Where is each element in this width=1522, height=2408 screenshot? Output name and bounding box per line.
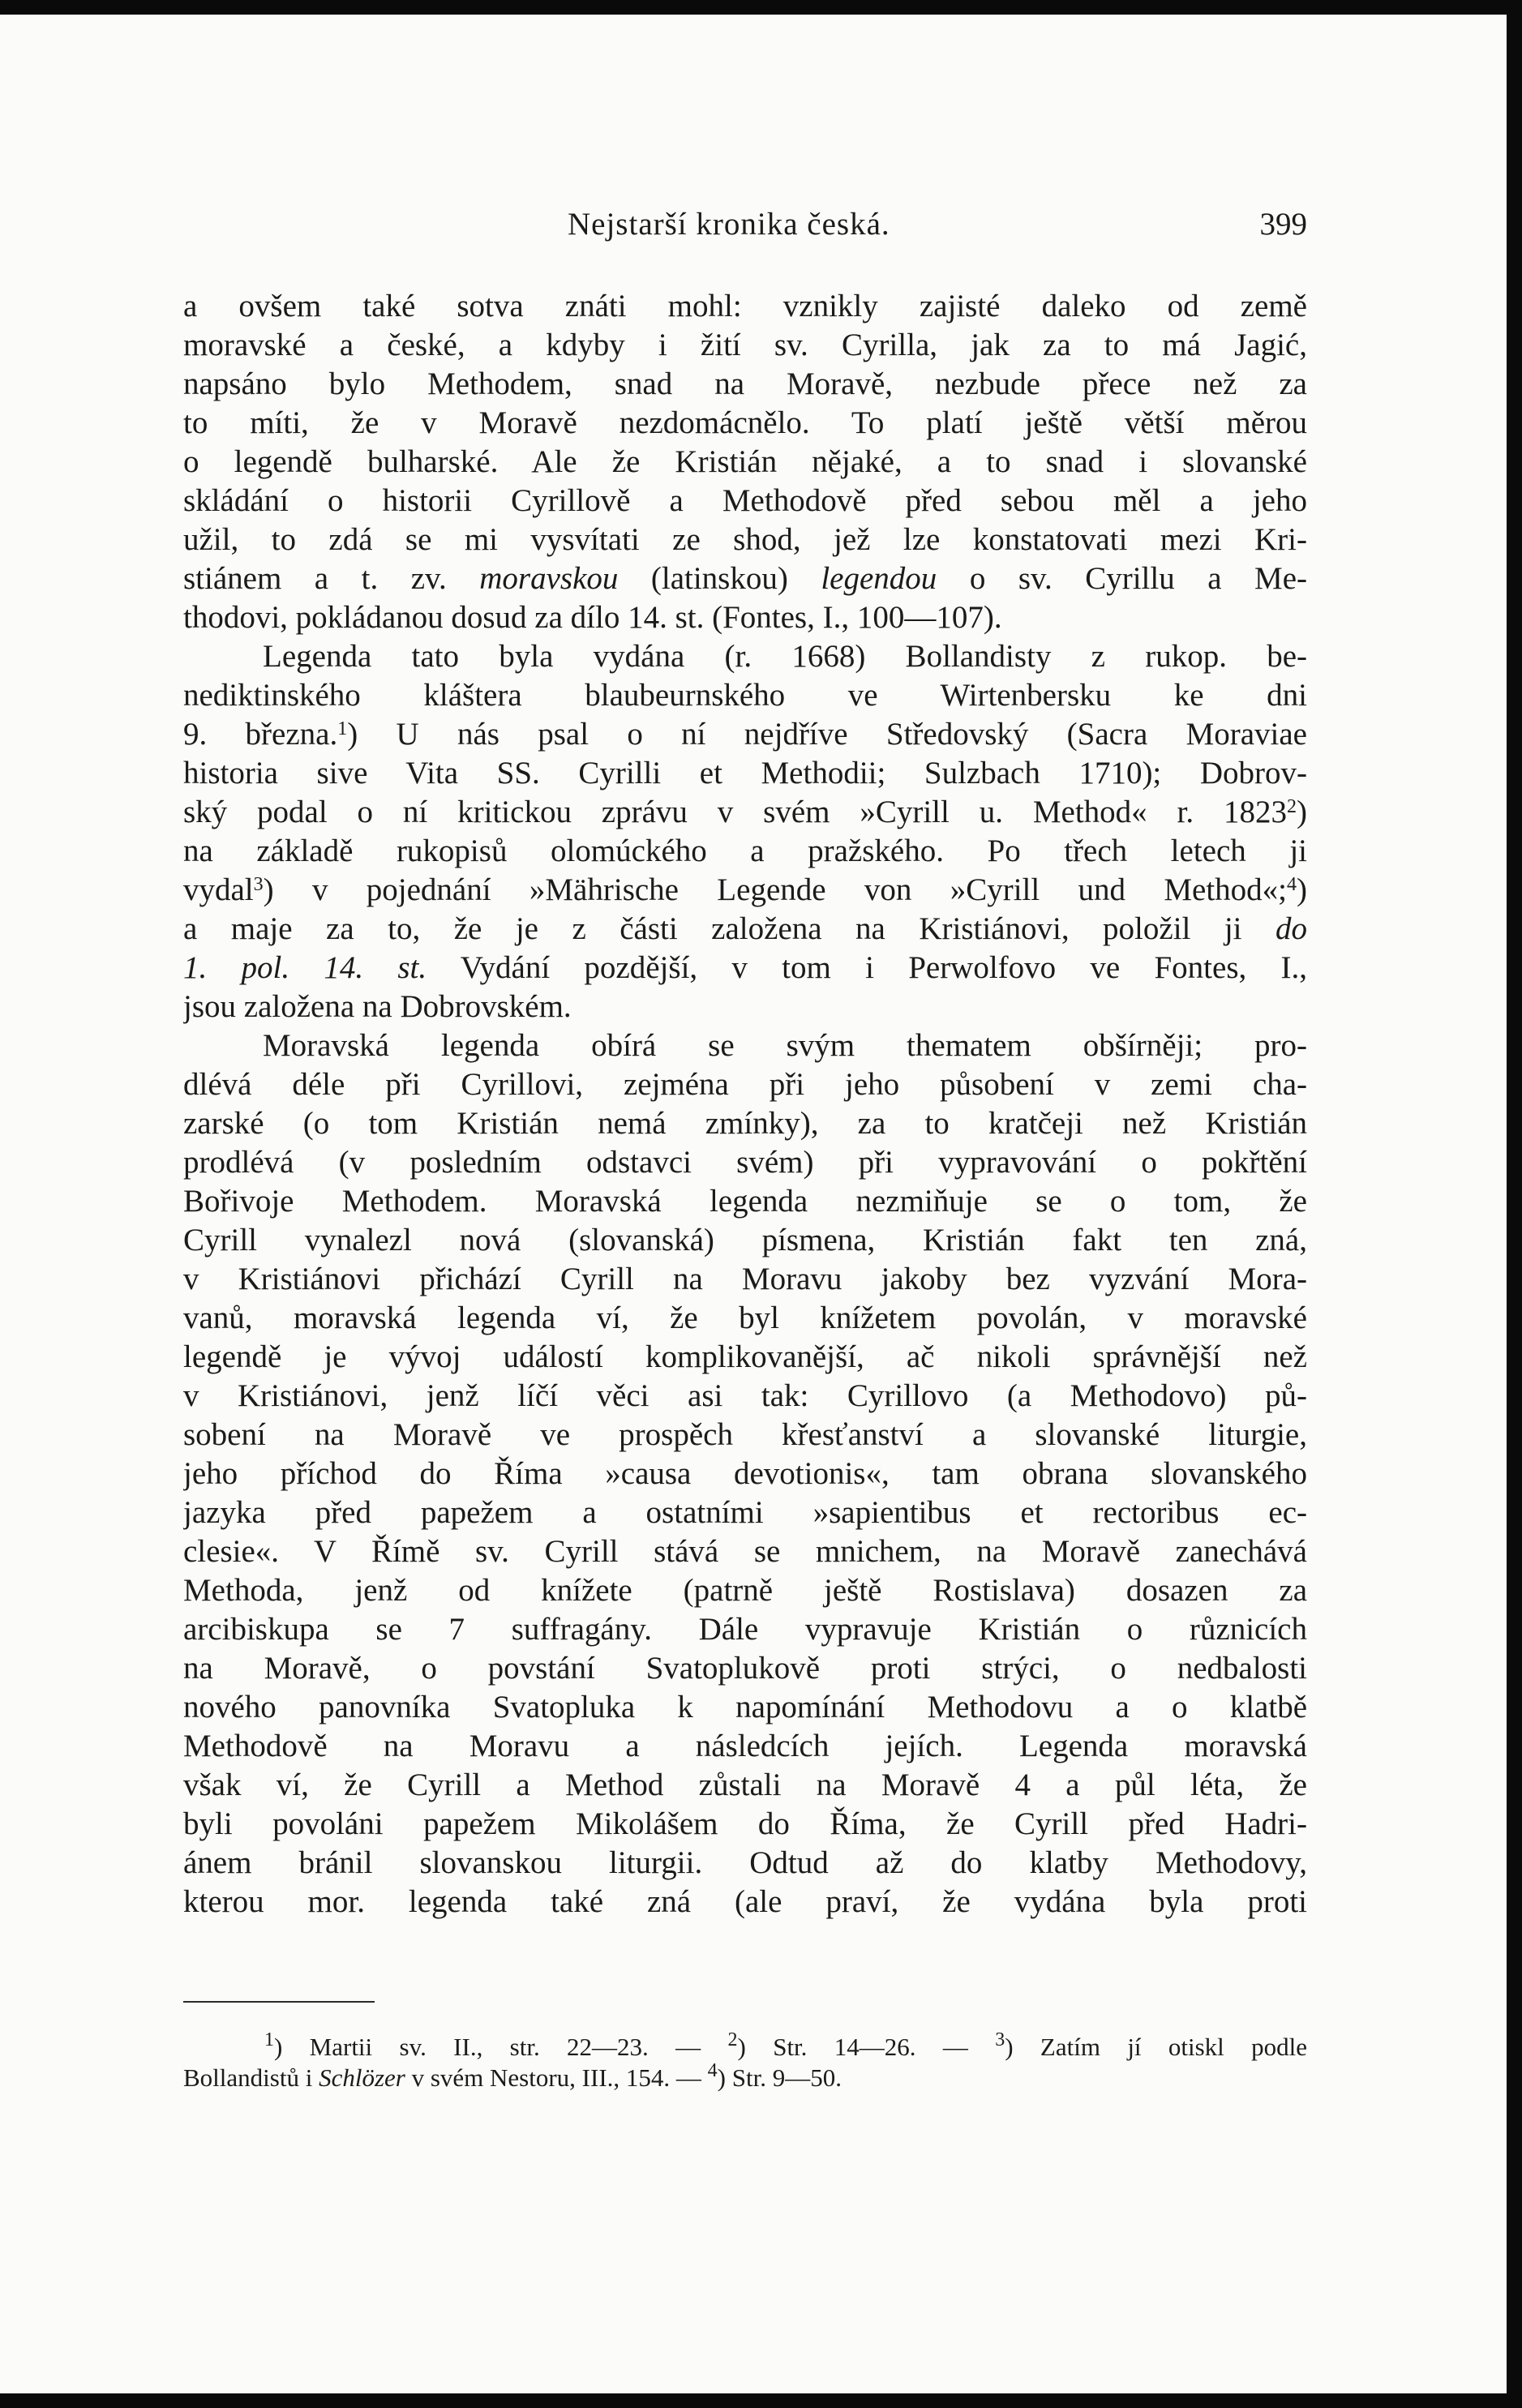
- text-line: užil, to zdá se mi vysvítati ze shod, jež lze konstatovati mezi Kri-: [183, 522, 1307, 557]
- text-line: Methoda, jenž od knížete (patrně ještě Rostislava) dosazen za: [183, 1573, 1307, 1608]
- italic-term: legendou: [821, 561, 937, 596]
- italic-term: Schlözer: [319, 2063, 405, 2092]
- text-line: Bořivoje Methodem. Moravská legenda nezmiňuje se o tom, že: [183, 1184, 1307, 1219]
- footnote-marker: 2: [727, 2029, 738, 2050]
- text-line: vydal$^3$) v pojednání »Mährische Legende von »Cyrill und Method«;$^4$): [183, 872, 1307, 907]
- text-line: moravské a české, a kdyby i žití sv. Cyrilla, jak za to má Jagić,: [183, 328, 1307, 362]
- text-line: Methodově na Moravu a následcích jejích. Legenda moravská: [183, 1729, 1307, 1763]
- text-line: však ví, že Cyrill a Method zůstali na Moravě 4 a půl léta, že: [183, 1767, 1307, 1802]
- paragraph-start: Legenda tato byla vydána (r. 1668) Bollandisty z rukop. be-: [263, 639, 1307, 674]
- footnote-divider: [183, 2001, 375, 2003]
- book-page: [0, 15, 1507, 2393]
- text-line: na základě rukopisů olomúckého a pražského. Po třech letech ji: [183, 833, 1307, 868]
- text-line: stiánem a t. zv. moravskou (latinskou) legendou o sv. Cyrillu a Me-: [183, 561, 1307, 596]
- text-line: ský podal o ní kritickou zprávu v svém »Cyrill u. Method« r. 1823$^2$): [183, 795, 1307, 829]
- footnote-ref[interactable]: 3: [253, 874, 264, 895]
- text-line: a ovšem také sotva znáti mohl: vznikly zajisté daleko od země: [183, 289, 1307, 323]
- text-line: thodovi, pokládanou dosud za dílo 14. st. (Fontes, I., 100—107).: [183, 600, 1002, 635]
- page-header: [183, 204, 1307, 245]
- footnote-line: Bollandistů i Schlözer v svém Nestoru, III., 154. — $^4$) Str. 9—50.: [183, 2060, 842, 2092]
- text-line: arcibiskupa se 7 suffragány. Dále vypravuje Kristián o různicích: [183, 1612, 1307, 1647]
- text-line: historia sive Vita SS. Cyrilli et Methodii; Sulzbach 1710); Dobrov-: [183, 756, 1307, 791]
- text-line: napsáno bylo Methodem, snad na Moravě, nezbude přece než za: [183, 366, 1307, 401]
- text-line: nediktinského kláštera blaubeurnského ve Wirtenbersku ke dni: [183, 678, 1307, 713]
- text-line: jeho příchod do Říma »causa devotionis«, tam obrana slovanského: [183, 1456, 1307, 1491]
- text-line: legendě je vývoj událostí komplikovanější, ač nikoli správnější než: [183, 1339, 1307, 1374]
- footnote-ref[interactable]: 4: [1287, 874, 1297, 895]
- text-line: a maje za to, že je z části založena na Kristiánovi, položil ji do: [183, 911, 1307, 946]
- paragraph-start: Moravská legenda obírá se svým thematem obšírněji; pro-: [263, 1028, 1307, 1063]
- footnote-ref[interactable]: 1: [337, 718, 348, 739]
- text-line: kterou mor. legenda také zná (ale praví, že vydána byla proti: [183, 1884, 1307, 1919]
- footnote-ref[interactable]: 2: [1287, 796, 1297, 817]
- text-line: ánem bránil slovanskou liturgii. Odtud až do klatby Methodovy,: [183, 1845, 1307, 1880]
- text-line: jazyka před papežem a ostatními »sapientibus et rectoribus ec-: [183, 1495, 1307, 1530]
- italic-term: 1. pol. 14. st.: [183, 950, 427, 985]
- text-line: byli povoláni papežem Mikolášem do Říma, že Cyrill před Hadri-: [183, 1806, 1307, 1841]
- text-line: jsou založena na Dobrovském.: [183, 989, 572, 1024]
- body-text: [183, 287, 1307, 1922]
- footnote-line: $^1$) Martii sv. II., str. 22—23. — $^2$) Str. 14—26. — $^3$) Zatím jí otiskl podle: [264, 2029, 1308, 2061]
- text-line: zarské (o tom Kristián nemá zmínky), za to kratčeji než Kristián: [183, 1106, 1307, 1141]
- footnote-marker: 1: [264, 2029, 274, 2050]
- text-line: na Moravě, o povstání Svatoplukově proti strýci, o nedbalosti: [183, 1651, 1307, 1686]
- text-line: prodlévá (v posledním odstavci svém) při vypravování o pokřtění: [183, 1145, 1307, 1180]
- text-line: o legendě bulharské. Ale že Kristián nějaké, a to snad i slovanské: [183, 444, 1307, 479]
- text-line: skládání o historii Cyrillově a Methodově před sebou měl a jeho: [183, 483, 1307, 518]
- text-line: clesie«. V Římě sv. Cyrill stává se mnichem, na Moravě zanechává: [183, 1534, 1307, 1569]
- text-line: 9. března.$^1$) U nás psal o ní nejdříve Středovský (Sacra Moraviae: [183, 717, 1307, 752]
- text-line: v Kristiánovi přichází Cyrill na Moravu jakoby bez vyzvání Mora-: [183, 1262, 1307, 1296]
- text-line: dlévá déle při Cyrillovi, zejména při jeho působení v zemi cha-: [183, 1067, 1307, 1102]
- text-line: v Kristiánovi, jenž líčí věci asi tak: Cyrillovo (a Methodovo) pů-: [183, 1378, 1307, 1413]
- text-line: Cyrill vynalezl nová (slovanská) písmena, Kristián fakt ten zná,: [183, 1223, 1307, 1258]
- text-line: 1. pol. 14. st. Vydání pozdější, v tom i Perwolfovo ve Fontes, I.,: [183, 950, 1307, 985]
- italic-term: moravskou: [479, 561, 619, 596]
- running-title: Nejstarší kronika česká.: [568, 207, 890, 242]
- italic-term: do: [1275, 911, 1307, 946]
- text-line: sobení na Moravě ve prospěch křesťanství a slovanské liturgie,: [183, 1417, 1307, 1452]
- page-number: 399: [1259, 207, 1307, 242]
- footnote-marker: 4: [707, 2060, 718, 2081]
- text-line: vanů, moravská legenda ví, že byl knížetem povolán, v moravské: [183, 1300, 1307, 1335]
- footnote-marker: 3: [995, 2029, 1005, 2050]
- footnotes: [183, 2029, 1308, 2093]
- text-line: nového panovníka Svatopluka k napomínání Methodovu a o klatbě: [183, 1690, 1307, 1725]
- text-line: to míti, že v Moravě nezdomácnělo. To platí ještě větší měrou: [183, 405, 1307, 440]
